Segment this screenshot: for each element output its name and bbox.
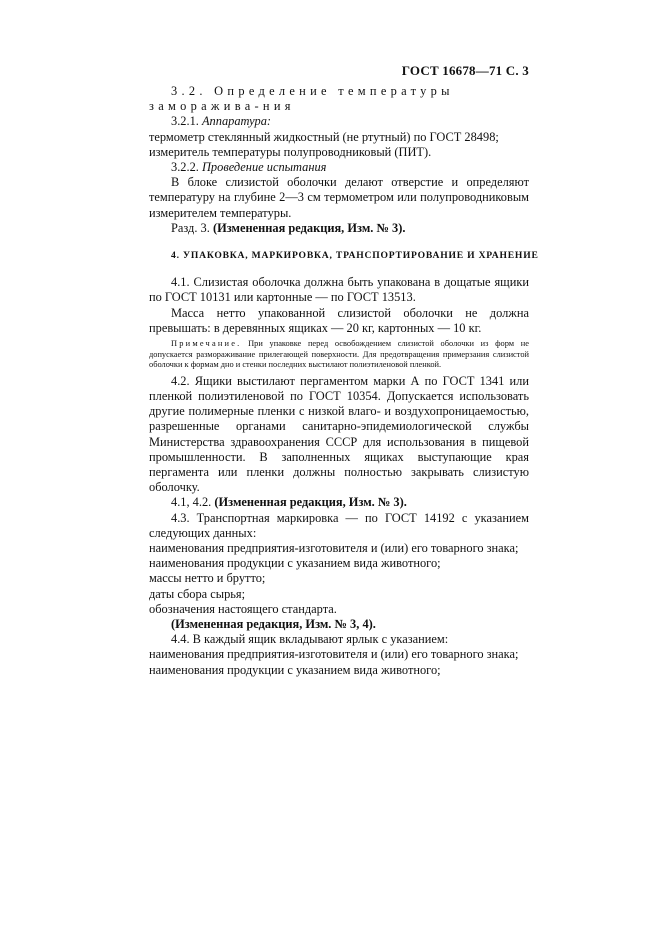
document-body xyxy=(149,84,539,678)
label-item: наименования предприятия-изготовителя и (или) его товарного знака; xyxy=(149,647,519,662)
clause-number: 3.2.2. xyxy=(171,160,202,175)
clause-4-1: 4.1. Слизистая оболочка должна быть упакована в дощатые ящики по ГОСТ 10131 или картонные — по ГОСТ 13513. xyxy=(149,275,529,305)
test-procedure-text: В блоке слизистой оболочки делают отверстие и определяют температуру на глубине 2—3 см термометром или полупроводниковым измерителем температуры. xyxy=(149,175,529,220)
revision-note: (Измененная редакция, Изм. № 3). xyxy=(214,495,407,510)
note-label: Примечание. xyxy=(171,339,242,349)
label-item: наименования продукции с указанием вида животного; xyxy=(149,662,441,677)
apparatus-item: термометр стеклянный жидкостный (не ртутный) по ГОСТ 28498; xyxy=(149,129,499,144)
marking-item: наименования продукции с указанием вида животного; xyxy=(149,556,441,571)
clause-3-2-1 xyxy=(149,114,529,129)
clause-3-2-heading: 3.2. Определение температуры заморажива-ния xyxy=(149,84,454,114)
note-paragraph xyxy=(149,339,529,371)
clause-4-4: 4.4. В каждый ящик вкладывают ярлык с указанием: xyxy=(171,632,449,647)
page-header: ГОСТ 16678—71 С. 3 xyxy=(401,63,529,78)
revision-prefix: Разд. 3. xyxy=(171,220,213,235)
revision-note: (Измененная редакция, Изм. № 3). xyxy=(212,220,406,235)
marking-item: даты сбора сырья; xyxy=(149,586,246,601)
clause-4-3: 4.3. Транспортная маркировка — по ГОСТ 14192 с указанием следующих данных: xyxy=(149,510,529,540)
clause-4-2-revision xyxy=(149,495,529,510)
clause-3-2-2 xyxy=(149,160,529,175)
note-text: При упаковке перед освобождением слизистой оболочки из форм не допускается размораживание прилегающей поверхности. Для предотвращения примерзания слизистой оболочки к формам дно и стенки последних выстилают полиэтиленовой пленкой. xyxy=(149,339,529,370)
apparatus-item: измеритель температуры полупроводниковый (ПИТ). xyxy=(149,144,432,159)
clause-4-2: 4.2. Ящики выстилают пергаментом марки А по ГОСТ 1341 или пленкой полиэтиленовой по ГОСТ 10354. Допускается использовать другие полимерные пленки с низкой влаго- и воздухопроницаемостью, разрешенные органами санитарно-эпидемиологической службы Министерства здравоохранения СССР для использования в пищевой промышленности. В заполненных ящиках выступающие края пергамента или пленки должны полностью закрывать слизистую оболочку. xyxy=(149,373,529,495)
revision-prefix: 4.1, 4.2. xyxy=(171,495,215,510)
mass-limit-text: Масса нетто упакованной слизистой оболочки не должна превышать: в деревянных ящиках — 20 кг, картонных — 10 кг. xyxy=(149,305,529,335)
marking-item: обозначения настоящего стандарта. xyxy=(149,601,337,616)
clause-number: 3.2.1. xyxy=(171,114,202,129)
clause-label: Аппаратура: xyxy=(201,114,272,129)
marking-item: наименования предприятия-изготовителя и (или) его товарного знака; xyxy=(149,541,519,556)
clause-4-3-revision: (Измененная редакция, Изм. № 3, 4). xyxy=(171,617,376,632)
section-3-revision xyxy=(149,221,529,236)
section-4-title: 4. УПАКОВКА, МАРКИРОВКА, ТРАНСПОРТИРОВАНИЕ И ХРАНЕНИЕ xyxy=(171,250,539,262)
clause-label: Проведение испытания xyxy=(201,160,327,175)
marking-item: массы нетто и брутто; xyxy=(149,571,266,586)
